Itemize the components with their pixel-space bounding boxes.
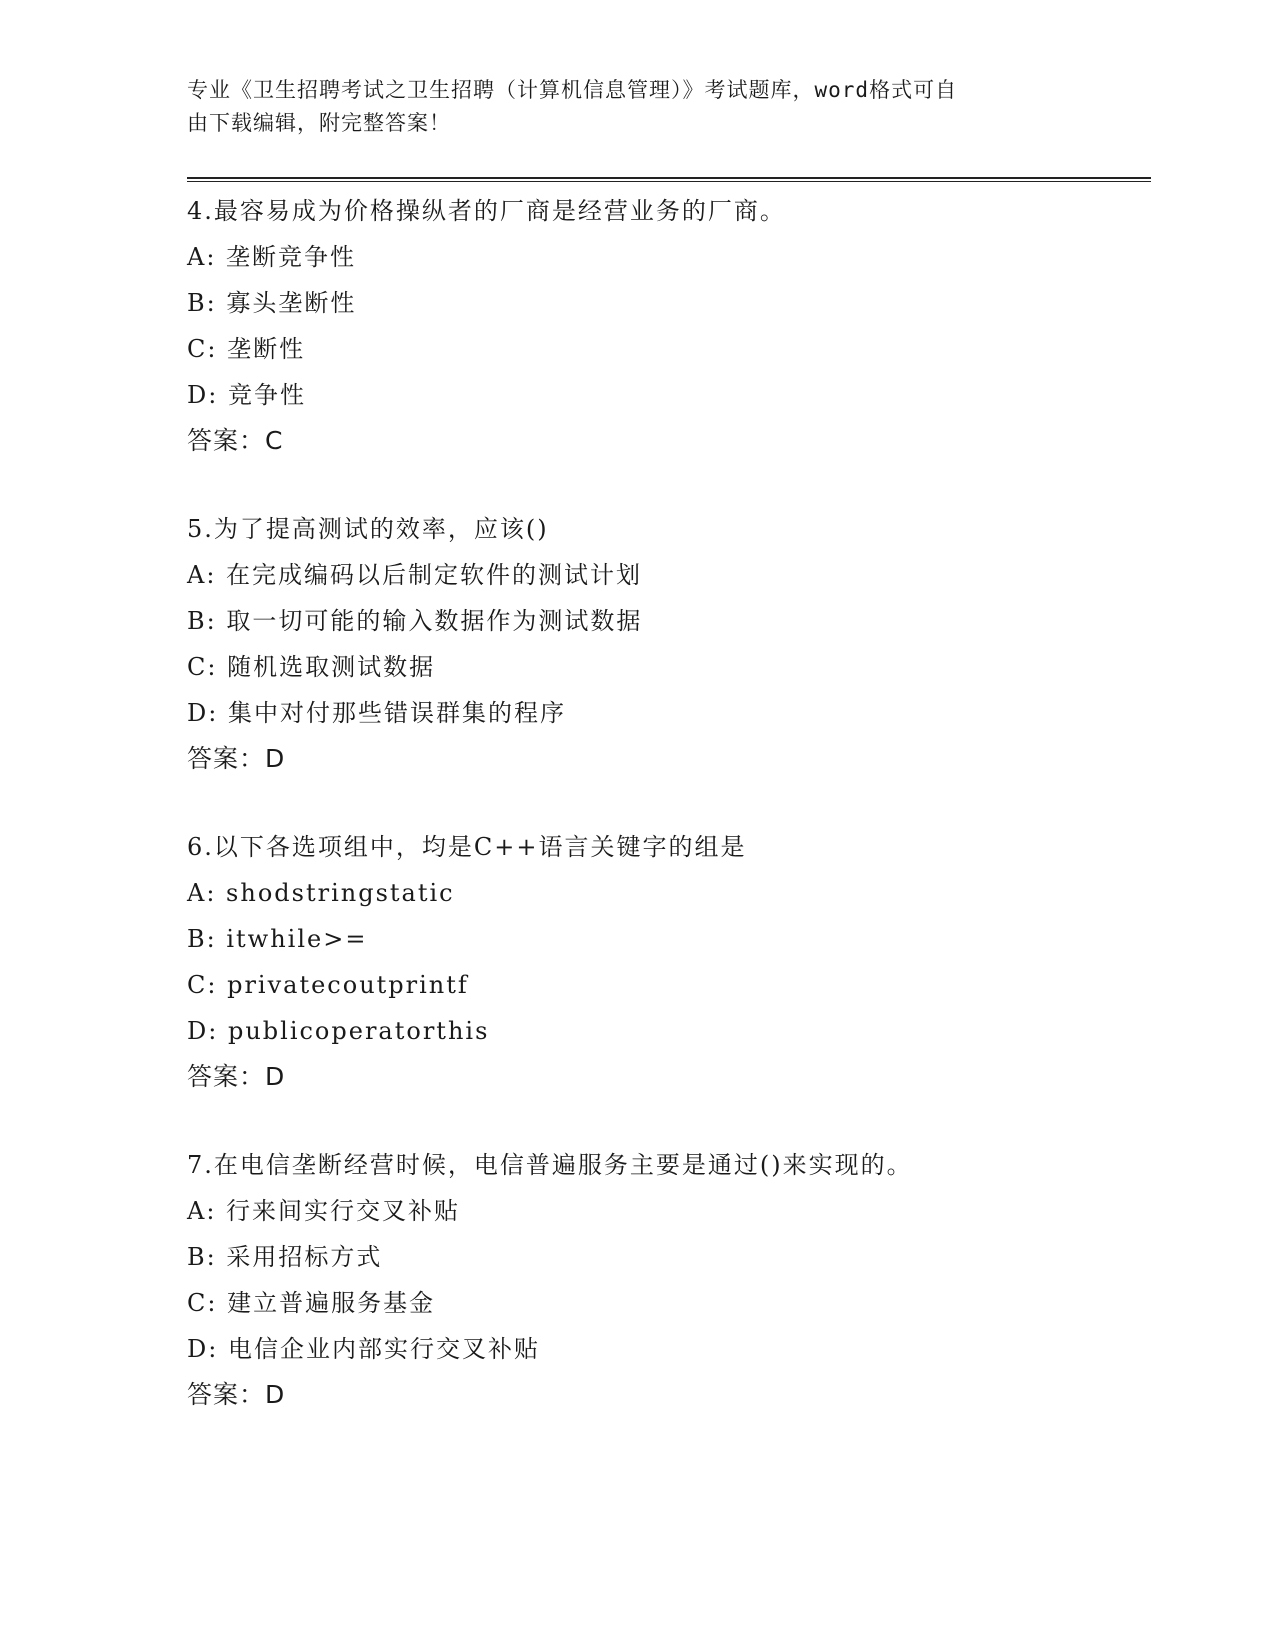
question-list [187,188,1147,1460]
question-6 [187,824,1147,1100]
header-line-1: 专业《卫生招聘考试之卫生招聘（计算机信息管理）》考试题库，word格式可自 [187,78,958,102]
option-b: B: 采用招标方式 [187,1243,383,1271]
question-5 [187,506,1147,782]
question-7 [187,1142,1147,1418]
answer-line: 答案：D [187,1062,286,1091]
question-stem: 4.最容易成为价格操纵者的厂商是经营业务的厂商。 [187,197,786,225]
option-d: D: 竞争性 [187,381,306,409]
option-c: C: 垄断性 [187,335,306,363]
option-b: B: 寡头垄断性 [187,289,357,317]
option-a: A: 在完成编码以后制定软件的测试计划 [187,561,643,589]
header-divider [187,177,1151,182]
option-b: B: itwhile>= [187,925,368,953]
option-a: A: shodstringstatic [187,879,455,907]
option-c: C: privatecoutprintf [187,971,469,999]
header-line-2: 由下载编辑，附完整答案！ [187,111,451,135]
question-stem: 5.为了提高测试的效率，应该() [187,515,549,543]
question-stem: 7.在电信垄断经营时候，电信普遍服务主要是通过()来实现的。 [187,1151,913,1179]
answer-line: 答案：D [187,744,286,773]
option-b: B: 取一切可能的输入数据作为测试数据 [187,607,643,635]
question-stem: 6.以下各选项组中，均是C++语言关键字的组是 [187,833,747,861]
option-c: C: 随机选取测试数据 [187,653,436,681]
answer-line: 答案：C [187,426,284,455]
option-d: D: 电信企业内部实行交叉补贴 [187,1335,540,1363]
option-c: C: 建立普遍服务基金 [187,1289,436,1317]
option-a: A: 行来间实行交叉补贴 [187,1197,461,1225]
answer-line: 答案：D [187,1380,286,1409]
question-4 [187,188,1147,464]
option-d: D: 集中对付那些错误群集的程序 [187,699,566,727]
option-d: D: publicoperatorthis [187,1017,490,1045]
option-a: A: 垄断竞争性 [187,243,357,271]
document-header [187,74,1067,140]
